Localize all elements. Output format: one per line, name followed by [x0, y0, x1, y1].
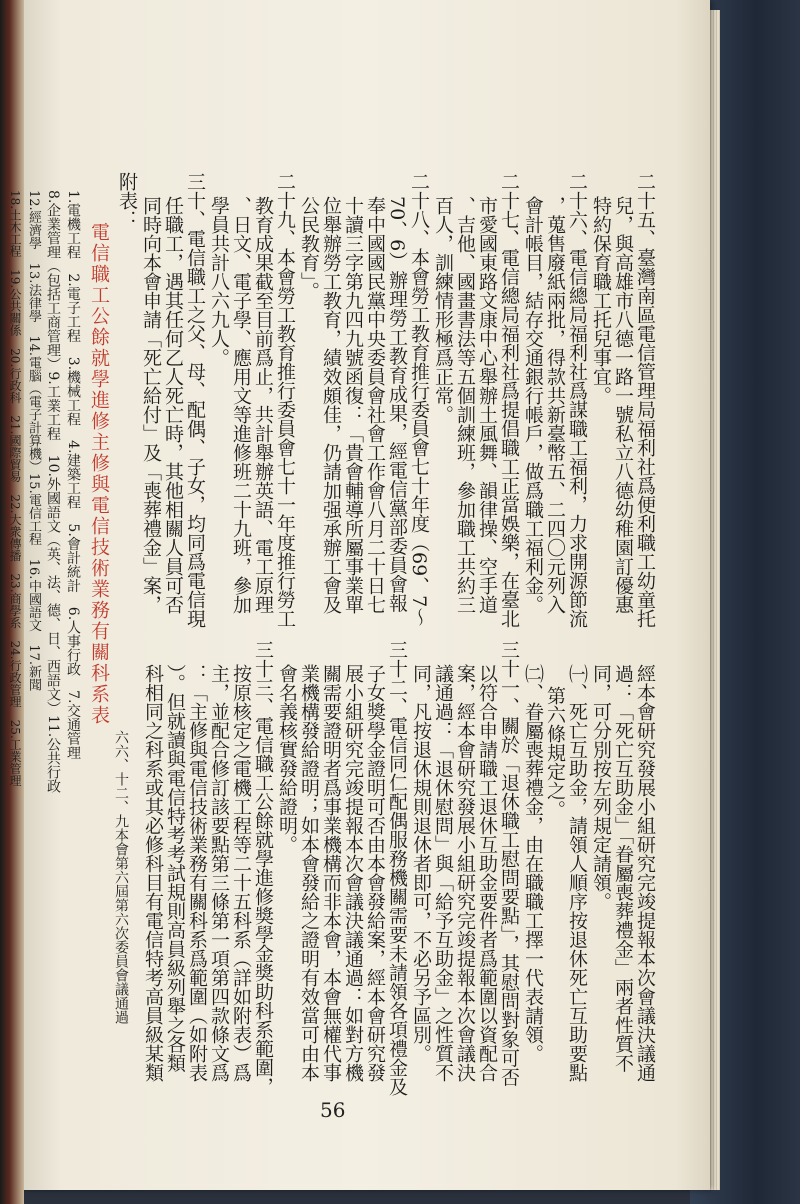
text-column: 二十六、電信總局福利社爲謀職工福利，力求開源節流 — [566, 172, 588, 628]
text-column: 三十一、關於「退休職工慰問要點」，其慰問對象可否 — [498, 640, 520, 1087]
text-column: 三十三、電信職工公餘就學進修獎學金獎助科系範圍， — [252, 640, 274, 1096]
text-column: 同，可分別按左列規定請領。 — [590, 664, 612, 911]
table-note: 六六、十二、九本會第六屆第六次委員會議通過 — [113, 730, 129, 1024]
text-column: 主，並配合修訂該要點第三條第一項第四款條文爲 — [208, 664, 230, 1082]
text-column: 百人，訓練情形極爲正常。 — [432, 196, 454, 424]
appendix-label: 附表： — [116, 172, 138, 229]
text-column: ㈠、死亡互助金，請領人順序按退休死亡互助要點 — [566, 664, 588, 1082]
text-column: 展小組研究完竣提報本次會議決議通過：如對方機 — [342, 664, 364, 1082]
text-column: 子女獎學金證明可否由本會發給案，經本會研究發 — [364, 664, 386, 1082]
text-column: 同，凡按退休規則退休者即可，不必另予區別。 — [410, 664, 432, 1063]
text-column: 二十八、本會勞工教育推行委員會七十年度（69、7～ — [408, 172, 430, 627]
text-column: 同時向本會申請「死亡給付」及「喪葬禮金」案， — [140, 196, 162, 614]
text-column: 以符合申請職工退休互助金要件者爲範圍以資配合 — [476, 664, 498, 1082]
text-column: 市愛國東路文康中心舉辦土風舞、韻律操、空手道 — [476, 196, 498, 614]
text-column: 三十二、電信同仁配偶服務機關需要未請領各項禮金及 — [386, 640, 408, 1096]
table-column: 1.電機工程 2.電子工程 3.機械工程 4.建築工程 5.會計統計 6.人事行政 7.交通管理 — [65, 190, 81, 760]
text-column: 會名義核實發給證明。 — [276, 664, 298, 854]
text-column: 公民教育」。 — [298, 196, 320, 301]
text-column: 二十九、本會勞工教育推行委員會七十一年度推行勞工 — [274, 172, 296, 628]
text-column: 70、6）辦理勞工教育成果，經電信黨部委員會報 — [386, 196, 408, 613]
table-title: 電信職工公餘就學進修主修與電信技術業務有關科系表 — [88, 222, 110, 726]
text-column: 位舉辦勞工教育，績效頗佳，仍請加强承辦工會及 — [320, 196, 342, 614]
text-column: 、日文、電子學、應用文等進修班二十九班，參加 — [230, 196, 252, 614]
text-column: 過：「死亡互助金」「眷屬喪葬禮金」兩者性質不 — [612, 664, 634, 1073]
text-column: 議通過：「退休慰問」與「給予互助金」之性質不 — [432, 664, 454, 1082]
text-column: 二十七、電信總局福利社爲提倡職工正當娛樂，在臺北 — [498, 172, 520, 628]
table-column: 8.企業管理（包括工商管理）9.工業工程 10.外國語文（英、法、德、日、西語文）11.公共行政 — [45, 190, 61, 794]
text-column: 案，經本會研究發展小組研究完竣提報本次會議決 — [454, 664, 476, 1082]
text-column: 兒，與高雄市八德一路一號私立八德幼稚園訂優惠 — [612, 196, 634, 614]
text-column: 第六條規定之。 — [544, 686, 566, 819]
text-column: 學員共計八六九人。 — [208, 196, 230, 367]
text-column: ：「主修與電信技術業務有關科系爲範圍（如附表 — [186, 664, 208, 1082]
text-column: 三十、電信職工之父、母、配偶、子女，均同爲電信現 — [184, 172, 206, 628]
table-column: 18.土木工程 19.公共關係 20.行政科 21.國際貿易 22.大衆傳播 23.商學系 24.行政管理 25.工業管理 — [8, 190, 22, 787]
text-column: 、吉他、國畫書法等五個訓練班，參加職工共約三 — [454, 196, 476, 614]
text-column: 奉中國國民黨中央委員會社會工作會八月二十日七 — [364, 196, 386, 614]
text-column: 會計帳目，結存交通銀行帳戶，做爲職工福利金。 — [522, 196, 544, 614]
text-column: 按原核定之電機工程等二十五科系（詳如附表）爲 — [230, 664, 252, 1082]
text-column: 關需要證明者爲事業機構而非本會，本會無權代事 — [320, 664, 342, 1082]
text-column: 十讀三字第九四九號函復：「貴會輔導所屬事業單 — [342, 196, 364, 614]
text-column: ，蒐售廢紙兩批，得款共新臺幣五、二四〇元列入 — [544, 196, 566, 614]
text-column: 業機構發給證明；如本會發給之證明有效當可由本 — [298, 664, 320, 1082]
text-column: 二十五、臺灣南區電信管理局福利社爲便利職工幼童托 — [634, 172, 656, 628]
text-column: ㈡、眷屬喪葬禮金，由在職職工擇一代表請領。 — [522, 664, 544, 1063]
text-column: 教育成果截至目前爲止，共計舉辦英語、電工原理 — [252, 196, 274, 614]
text-column: 任職工，遇其任何乙人死亡時，其他相關人員可否 — [162, 196, 184, 614]
text-column: 經本會研究發展小組研究完竣提報本次會議決議通 — [634, 664, 656, 1082]
table-column: 12.經濟學 13.法律學 14.電腦（電子計算機）15.電信工程 16.中國語文 17.新聞 — [26, 190, 41, 692]
text-column: 科相同之科系或其必修科目有電信特考高員級某類 — [142, 664, 164, 1082]
text-column: ）。但就讀與電信特考考試規則高員級列舉之各類 — [164, 664, 186, 1073]
text-column: 特約保育職工托兒事宜。 — [590, 196, 612, 405]
page-number: 56 — [320, 1098, 346, 1122]
